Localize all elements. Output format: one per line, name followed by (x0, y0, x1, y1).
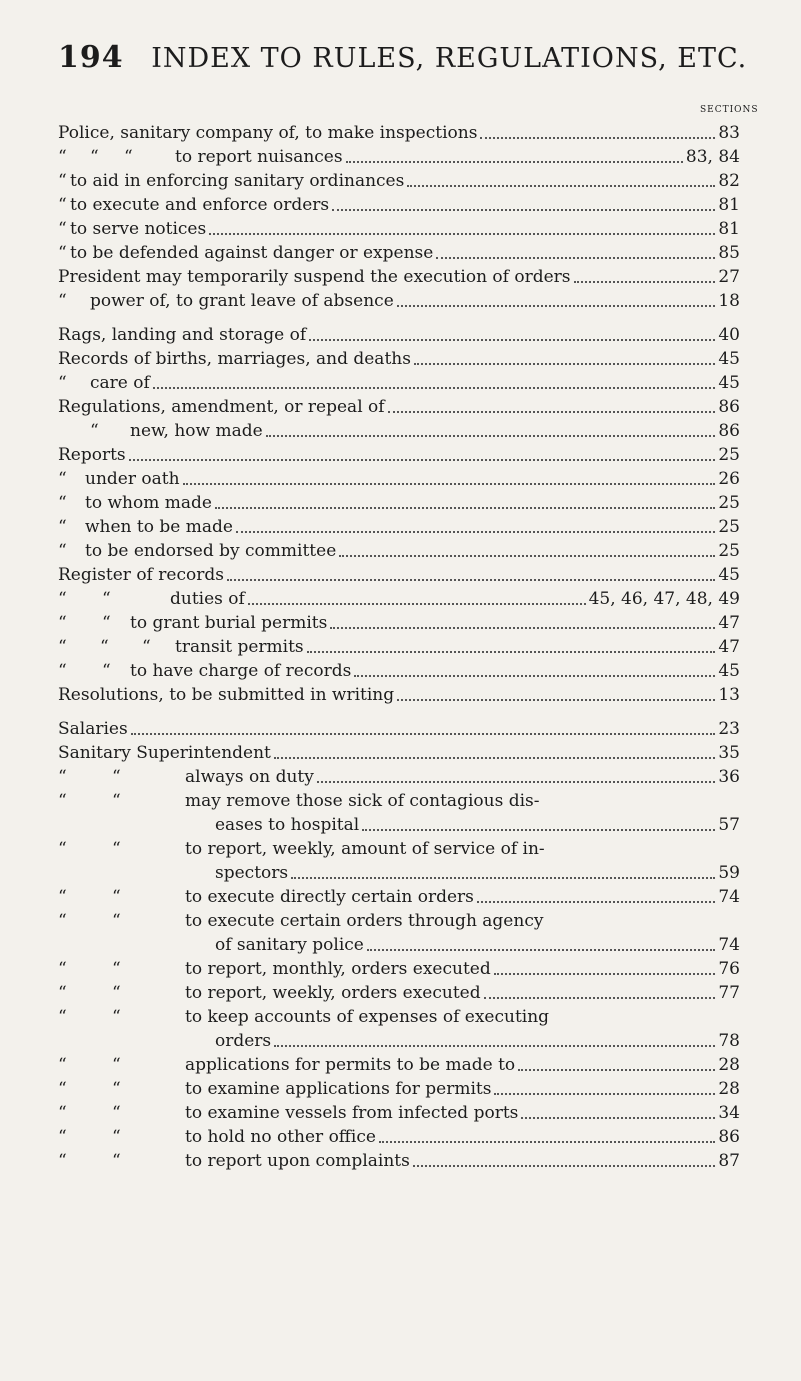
index-entry (70, 243, 740, 264)
ditto-mark: “ (58, 291, 67, 311)
entry-text: Resolutions, to be submitted in writing (58, 685, 395, 705)
section-reference: 86 (718, 397, 740, 417)
ditto-mark: “ (58, 469, 67, 489)
ditto-mark: “ (58, 517, 67, 537)
section-reference: 27 (718, 267, 740, 287)
ditto-mark: “ (124, 147, 133, 167)
entry-text: to execute and enforce orders (70, 195, 330, 215)
ditto-mark: “ (58, 195, 67, 215)
dot-leader (362, 815, 715, 831)
ditto-mark: “ (112, 983, 121, 1003)
section-reference: 47 (718, 613, 740, 633)
ditto-mark: “ (90, 421, 99, 441)
entry-text: to be endorsed by committee (85, 541, 337, 561)
entry-text: orders (215, 1031, 272, 1051)
section-reference: 78 (718, 1031, 740, 1051)
section-reference: 77 (718, 983, 740, 1003)
dot-leader (330, 613, 715, 629)
dot-leader (397, 291, 716, 307)
ditto-mark: “ (58, 959, 67, 979)
section-reference: 28 (718, 1055, 740, 1075)
index-entry (58, 397, 740, 418)
ditto-mark: “ (112, 791, 121, 811)
entry-text: to report, weekly, orders executed (185, 983, 481, 1003)
entry-text: to examine vessels from infected ports (185, 1103, 519, 1123)
section-reference: 47 (718, 637, 740, 657)
dot-leader (388, 397, 716, 413)
entry-text: to examine applications for permits (185, 1079, 492, 1099)
index-entry (85, 469, 740, 490)
entry-text: to hold no other office (185, 1127, 376, 1147)
dot-leader (227, 565, 715, 581)
entry-text: new, how made (130, 421, 263, 441)
entry-text: power of, to grant leave of absence (90, 291, 394, 311)
index-entry (185, 1127, 740, 1148)
index-entry (85, 493, 740, 514)
entry-text-continued: to execute certain orders through agency (185, 911, 544, 931)
dot-leader (129, 445, 716, 461)
index-entry (185, 1079, 740, 1100)
index-entry (85, 541, 740, 562)
index-entry (130, 661, 740, 682)
ditto-mark: “ (58, 243, 67, 263)
dot-leader (494, 959, 716, 975)
dot-leader (339, 541, 715, 557)
dot-leader (183, 469, 716, 485)
entry-text: when to be made (85, 517, 233, 537)
section-reference: 85 (718, 243, 740, 263)
index-entry (130, 421, 740, 442)
entry-text: to report, monthly, orders executed (185, 959, 491, 979)
dot-leader (414, 349, 715, 365)
section-reference: 45 (718, 565, 740, 585)
page-number: 194 (58, 40, 124, 75)
dot-leader (477, 887, 715, 903)
ditto-mark: “ (58, 1127, 67, 1147)
page-header (58, 40, 748, 75)
ditto-mark: “ (90, 147, 99, 167)
ditto-mark: “ (58, 1103, 67, 1123)
ditto-mark: “ (112, 1151, 121, 1171)
entry-text-continued: may remove those sick of contagious dis- (185, 791, 540, 811)
dot-leader (317, 767, 716, 783)
dot-leader (397, 685, 715, 701)
ditto-mark: “ (58, 791, 67, 811)
section-reference: 45 (718, 349, 740, 369)
section-reference: 57 (718, 815, 740, 835)
dot-leader (413, 1151, 716, 1167)
index-entry (85, 517, 740, 538)
section-reference: 25 (718, 541, 740, 561)
index-entry (215, 935, 740, 956)
entry-text: Sanitary Superintendent (58, 743, 271, 763)
ditto-mark: “ (112, 767, 121, 787)
entry-text: to grant burial permits (130, 613, 328, 633)
section-reference: 35 (718, 743, 740, 763)
dot-leader (521, 1103, 715, 1119)
ditto-mark: “ (58, 541, 67, 561)
entry-text: duties of (170, 589, 245, 609)
dot-leader (494, 1079, 715, 1095)
section-reference: 23 (718, 719, 740, 739)
ditto-mark: “ (112, 911, 121, 931)
ditto-mark: “ (58, 637, 67, 657)
ditto-mark: “ (58, 219, 67, 239)
index-entry (185, 887, 740, 908)
ditto-mark: “ (58, 613, 67, 633)
entry-text: Reports (58, 445, 126, 465)
section-reference: 25 (718, 493, 740, 513)
index-entry (185, 1055, 740, 1076)
section-reference: 81 (718, 195, 740, 215)
index-entry (90, 373, 740, 394)
ditto-mark: “ (58, 661, 67, 681)
entry-text: under oath (85, 469, 180, 489)
ditto-mark: “ (142, 637, 151, 657)
entry-text: to have charge of records (130, 661, 352, 681)
index-entry (58, 123, 740, 144)
index-entry (185, 959, 740, 980)
ditto-mark: “ (112, 1079, 121, 1099)
section-reference: 25 (718, 445, 740, 465)
ditto-mark: “ (102, 589, 111, 609)
ditto-mark: “ (112, 887, 121, 907)
entry-text: eases to hospital (215, 815, 360, 835)
section-reference: 74 (718, 887, 740, 907)
index-entry (90, 291, 740, 312)
ditto-mark: “ (112, 1055, 121, 1075)
dot-leader (407, 171, 715, 187)
ditto-mark: “ (58, 839, 67, 859)
index-entry (215, 863, 740, 884)
entry-text: Salaries (58, 719, 128, 739)
entry-text: to execute directly certain orders (185, 887, 474, 907)
section-reference: 25 (718, 517, 740, 537)
section-reference: 45 (718, 661, 740, 681)
index-entry (58, 267, 740, 288)
index-entry (58, 349, 740, 370)
ditto-mark: “ (58, 1079, 67, 1099)
dot-leader (291, 863, 715, 879)
ditto-mark: “ (58, 147, 67, 167)
index-entry (70, 219, 740, 240)
ditto-mark: “ (112, 1103, 121, 1123)
ditto-mark: “ (58, 493, 67, 513)
dot-leader (332, 195, 715, 211)
index-entry (70, 195, 740, 216)
ditto-mark: “ (58, 1151, 67, 1171)
ditto-mark: “ (58, 171, 67, 191)
ditto-mark: “ (112, 1127, 121, 1147)
ditto-mark: “ (58, 911, 67, 931)
entry-text: spectors (215, 863, 289, 883)
entry-text: to whom made (85, 493, 212, 513)
entry-text: to aid in enforcing sanitary ordinances (70, 171, 405, 191)
section-reference: 76 (718, 959, 740, 979)
dot-leader (346, 147, 683, 163)
sections-column-label: SECTIONS (700, 105, 759, 115)
dot-leader (354, 661, 715, 677)
dot-leader (248, 589, 586, 605)
section-reference: 86 (718, 421, 740, 441)
index-entry (58, 325, 740, 346)
index-entry (185, 983, 740, 1004)
section-reference: 36 (718, 767, 740, 787)
ditto-mark: “ (58, 1007, 67, 1027)
dot-leader (574, 267, 716, 283)
dot-leader (153, 373, 716, 389)
dot-leader (236, 517, 715, 533)
ditto-mark: “ (58, 767, 67, 787)
entry-text: Regulations, amendment, or repeal of (58, 397, 385, 417)
dot-leader (274, 743, 715, 759)
dot-leader (131, 719, 716, 735)
ditto-mark: “ (112, 839, 121, 859)
ditto-mark: “ (58, 887, 67, 907)
entry-text: to report nuisances (175, 147, 343, 167)
entry-text: Records of births, marriages, and deaths (58, 349, 411, 369)
index-entry (215, 1031, 740, 1052)
section-reference: 87 (718, 1151, 740, 1171)
section-reference: 45, 46, 47, 48, 49 (588, 589, 740, 609)
entry-text: of sanitary police (215, 935, 364, 955)
section-reference: 45 (718, 373, 740, 393)
index-entry (185, 767, 740, 788)
dot-leader (309, 325, 715, 341)
entry-text: Police, sanitary company of, to make inspections (58, 123, 478, 143)
dot-leader (518, 1055, 715, 1071)
entry-text: President may temporarily suspend the execution of orders (58, 267, 571, 287)
dot-leader (266, 421, 716, 437)
index-entry (70, 171, 740, 192)
section-reference: 26 (718, 469, 740, 489)
entry-text: to be defended against danger or expense (70, 243, 434, 263)
section-reference: 83 (718, 123, 740, 143)
index-entry (175, 637, 740, 658)
dot-leader (484, 983, 716, 999)
entry-text-continued: to keep accounts of expenses of executing (185, 1007, 550, 1027)
index-entry (130, 613, 740, 634)
index-entry (170, 589, 740, 610)
dot-leader (307, 637, 716, 653)
entry-text: care of (90, 373, 150, 393)
ditto-mark: “ (112, 1007, 121, 1027)
section-reference: 86 (718, 1127, 740, 1147)
entry-text: Rags, landing and storage of (58, 325, 307, 345)
index-entry (58, 445, 740, 466)
entry-text: Register of records (58, 565, 224, 585)
index-entry (185, 1151, 740, 1172)
section-reference: 13 (718, 685, 740, 705)
index-entry (215, 815, 740, 836)
index-entry (185, 1103, 740, 1124)
entry-text: applications for permits to be made to (185, 1055, 516, 1075)
entry-text-continued: to report, weekly, amount of service of in- (185, 839, 545, 859)
ditto-mark: “ (112, 959, 121, 979)
dot-leader (209, 219, 715, 235)
section-reference: 18 (718, 291, 740, 311)
dot-leader (436, 243, 715, 259)
dot-leader (215, 493, 715, 509)
ditto-mark: “ (102, 661, 111, 681)
section-reference: 81 (718, 219, 740, 239)
entry-text: always on duty (185, 767, 314, 787)
section-reference: 83, 84 (685, 147, 740, 167)
section-reference: 34 (718, 1103, 740, 1123)
ditto-mark: “ (100, 637, 109, 657)
entry-text: to report upon complaints (185, 1151, 410, 1171)
ditto-mark: “ (58, 589, 67, 609)
ditto-mark: “ (102, 613, 111, 633)
index-entry (58, 743, 740, 764)
section-reference: 74 (718, 935, 740, 955)
dot-leader (480, 123, 715, 139)
section-reference: 40 (718, 325, 740, 345)
ditto-mark: “ (58, 373, 67, 393)
section-reference: 59 (718, 863, 740, 883)
ditto-mark: “ (58, 983, 67, 1003)
index-entry (58, 719, 740, 740)
index-entry (175, 147, 740, 168)
index-entry (58, 565, 740, 586)
page-title: INDEX TO RULES, REGULATIONS, ETC. (151, 43, 748, 74)
entry-text: to serve notices (70, 219, 207, 239)
entry-text: transit permits (175, 637, 304, 657)
dot-leader (367, 935, 716, 951)
index-entry (58, 685, 740, 706)
dot-leader (274, 1031, 715, 1047)
section-reference: 28 (718, 1079, 740, 1099)
section-reference: 82 (718, 171, 740, 191)
dot-leader (379, 1127, 715, 1143)
ditto-mark: “ (58, 1055, 67, 1075)
